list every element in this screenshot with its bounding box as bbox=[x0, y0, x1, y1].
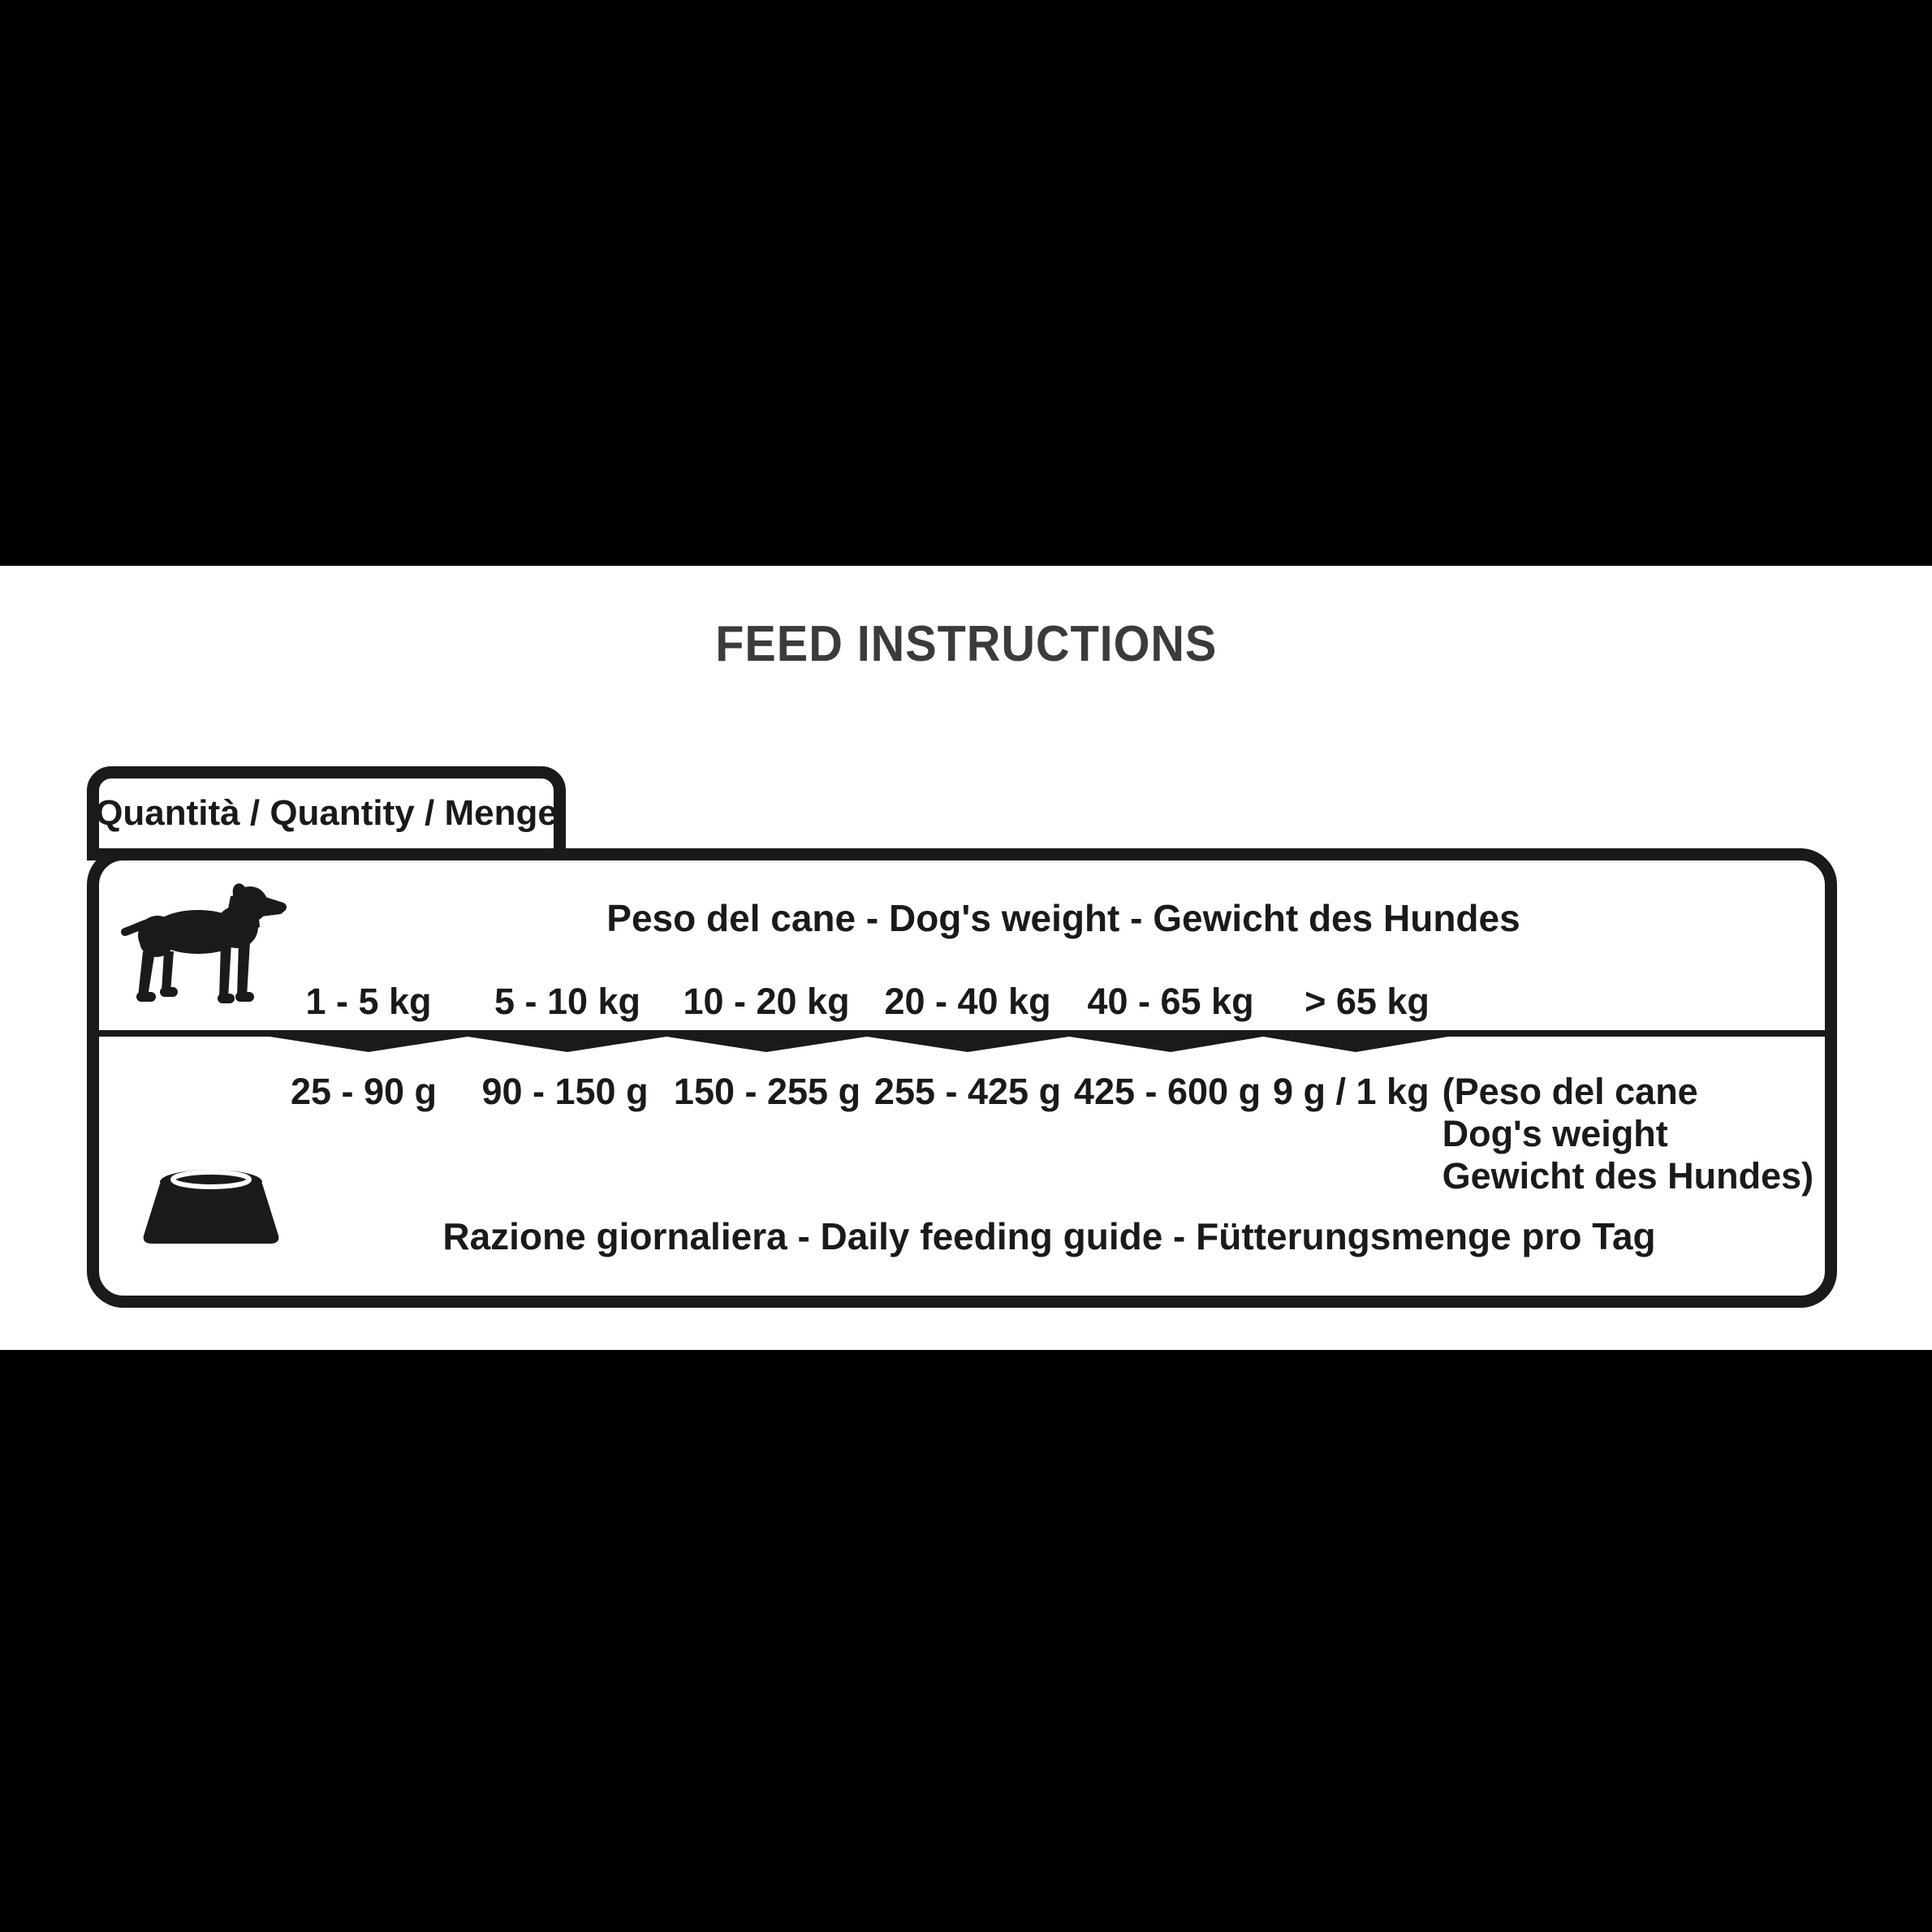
weight-range-3: 10 - 20 kg bbox=[683, 981, 850, 1022]
weight-range-2: 5 - 10 kg bbox=[494, 981, 641, 1022]
top-black-bar bbox=[0, 0, 1932, 566]
amount-2: 90 - 150 g bbox=[481, 1071, 649, 1112]
page-title: FEED INSTRUCTIONS bbox=[714, 616, 1218, 672]
amount-4: 255 - 425 g bbox=[873, 1071, 1062, 1112]
weight-range-1: 1 - 5 kg bbox=[305, 981, 432, 1022]
page-title-row bbox=[0, 615, 1932, 673]
amount-6-group bbox=[1273, 1071, 1813, 1197]
bottom-black-bar bbox=[0, 1350, 1932, 1932]
weight-range-6: > 65 kg bbox=[1305, 981, 1430, 1022]
bowl-icon bbox=[136, 1166, 287, 1248]
amount-3: 150 - 255 g bbox=[673, 1071, 861, 1112]
zigzag-divider bbox=[99, 1030, 1825, 1056]
amount-6-note bbox=[1443, 1071, 1814, 1197]
feeding-guide-table bbox=[87, 848, 1837, 1308]
weight-range-4: 20 - 40 kg bbox=[884, 981, 1051, 1022]
amount-1: 25 - 90 g bbox=[290, 1071, 438, 1112]
quantity-tab-label: Quantità / Quantity / Menge bbox=[95, 793, 558, 833]
amount-6: 9 g / 1 kg bbox=[1273, 1071, 1430, 1112]
daily-feeding-caption: Razione giornaliera - Daily feeding guide - Fütterungsmenge pro Tag bbox=[442, 1215, 1656, 1257]
quantity-tab bbox=[87, 766, 566, 860]
weight-header: Peso del cane - Dog's weight - Gewicht des Hundes bbox=[606, 897, 1520, 939]
amount-6-note-line-2: Dog's weight bbox=[1442, 1113, 1668, 1154]
weight-range-5: 40 - 65 kg bbox=[1087, 981, 1254, 1022]
amount-6-note-line-1: (Peso del cane bbox=[1442, 1071, 1698, 1112]
amount-6-note-line-3: Gewicht des Hundes) bbox=[1442, 1155, 1814, 1197]
feeding-guide-table-inner bbox=[99, 860, 1825, 1296]
amount-5: 425 - 600 g bbox=[1073, 1071, 1261, 1112]
dog-icon bbox=[119, 880, 293, 1010]
